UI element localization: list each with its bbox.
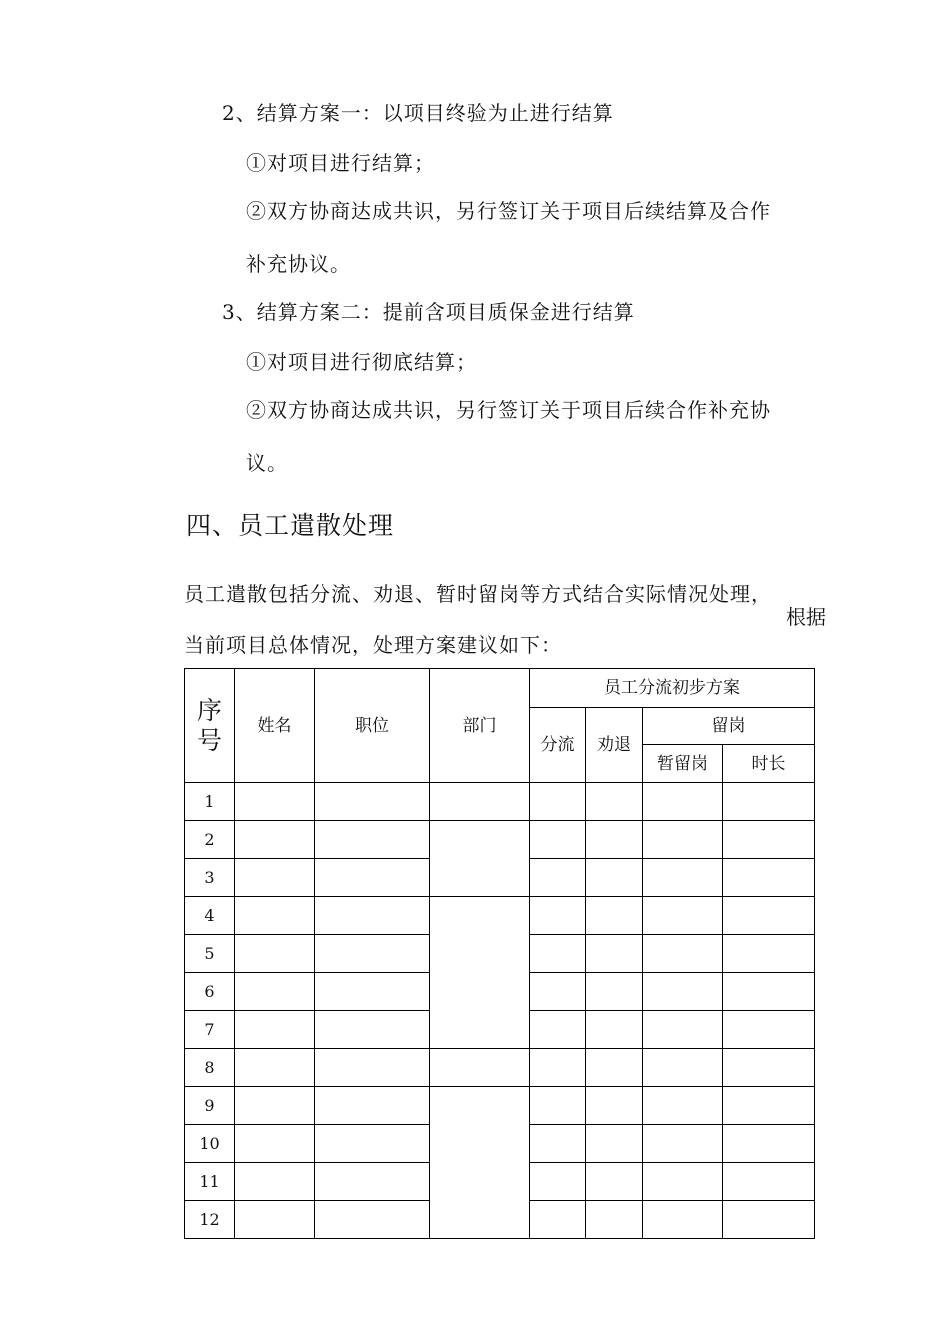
plan2-item1: ①对项目进行彻底结算； xyxy=(246,350,477,374)
duration-cell xyxy=(723,1163,815,1201)
temp-retain-cell xyxy=(643,783,723,821)
temp-retain-cell xyxy=(643,1087,723,1125)
intro-line2: 当前项目总体情况，处理方案建议如下： xyxy=(184,633,562,657)
header-duration: 时长 xyxy=(723,745,815,783)
header-seq-line2: 号 xyxy=(196,725,222,755)
position-cell xyxy=(315,1011,430,1049)
temp-retain-cell xyxy=(643,973,723,1011)
duration-cell xyxy=(723,1125,815,1163)
position-cell xyxy=(315,1163,430,1201)
duration-cell xyxy=(723,897,815,935)
table-row xyxy=(185,897,815,935)
name-cell xyxy=(235,1011,315,1049)
duration-cell xyxy=(723,1049,815,1087)
name-cell xyxy=(235,1201,315,1239)
row-number: 9 xyxy=(185,1087,235,1125)
header-seq xyxy=(185,669,235,783)
divert-cell xyxy=(530,935,586,973)
plan2-item2-line1: ②双方协商达成共识，另行签订关于项目后续合作补充协 xyxy=(246,398,771,422)
divert-cell xyxy=(530,1049,586,1087)
row-number: 3 xyxy=(185,859,235,897)
header-retain-group: 留岗 xyxy=(643,708,815,745)
row-number: 2 xyxy=(185,821,235,859)
position-cell xyxy=(315,973,430,1011)
temp-retain-cell xyxy=(643,821,723,859)
name-cell xyxy=(235,859,315,897)
duration-cell xyxy=(723,1201,815,1239)
duration-cell xyxy=(723,1087,815,1125)
name-cell xyxy=(235,897,315,935)
divert-cell xyxy=(530,973,586,1011)
divert-cell xyxy=(530,1201,586,1239)
table-row xyxy=(185,783,815,821)
row-number: 1 xyxy=(185,783,235,821)
divert-cell xyxy=(530,1163,586,1201)
dismiss-cell xyxy=(586,1163,643,1201)
intro-line1: 员工遣散包括分流、劝退、暂时留岗等方式结合实际情况处理， xyxy=(184,582,772,606)
position-cell xyxy=(315,1087,430,1125)
duration-cell xyxy=(723,973,815,1011)
name-cell xyxy=(235,1087,315,1125)
name-cell xyxy=(235,1163,315,1201)
position-cell xyxy=(315,897,430,935)
divert-cell xyxy=(530,821,586,859)
intro-tail: 根据 xyxy=(786,605,826,629)
header-seq-line1: 序 xyxy=(196,695,222,725)
dismiss-cell xyxy=(586,1125,643,1163)
plan2-title: 3、结算方案二：提前含项目质保金进行结算 xyxy=(222,300,635,324)
divert-cell xyxy=(530,897,586,935)
plan1-item1: ①对项目进行结算； xyxy=(246,151,435,175)
row-number: 4 xyxy=(185,897,235,935)
dismiss-cell xyxy=(586,1087,643,1125)
row-number: 11 xyxy=(185,1163,235,1201)
row-number: 8 xyxy=(185,1049,235,1087)
dismiss-cell xyxy=(586,821,643,859)
duration-cell xyxy=(723,859,815,897)
divert-cell xyxy=(530,1011,586,1049)
department-cell xyxy=(430,897,530,1049)
divert-cell xyxy=(530,783,586,821)
position-cell xyxy=(315,935,430,973)
table-row xyxy=(185,821,815,859)
duration-cell xyxy=(723,783,815,821)
header-position: 职位 xyxy=(315,669,430,783)
duration-cell xyxy=(723,935,815,973)
duration-cell xyxy=(723,821,815,859)
department-cell xyxy=(430,1087,530,1239)
temp-retain-cell xyxy=(643,1163,723,1201)
row-number: 10 xyxy=(185,1125,235,1163)
header-name: 姓名 xyxy=(235,669,315,783)
temp-retain-cell xyxy=(643,1011,723,1049)
row-number: 12 xyxy=(185,1201,235,1239)
staff-dispersal-table xyxy=(184,668,815,1239)
dismiss-cell xyxy=(586,1011,643,1049)
dismiss-cell xyxy=(586,973,643,1011)
dismiss-cell xyxy=(586,1049,643,1087)
position-cell xyxy=(315,1049,430,1087)
plan1-item2-line2: 补充协议。 xyxy=(246,252,351,276)
header-divert: 分流 xyxy=(530,708,586,783)
name-cell xyxy=(235,973,315,1011)
name-cell xyxy=(235,821,315,859)
dismiss-cell xyxy=(586,897,643,935)
department-cell xyxy=(430,783,530,821)
dismiss-cell xyxy=(586,783,643,821)
department-cell xyxy=(430,821,530,897)
table-row xyxy=(185,1087,815,1125)
header-plan-group: 员工分流初步方案 xyxy=(530,669,815,708)
duration-cell xyxy=(723,1011,815,1049)
header-department: 部门 xyxy=(430,669,530,783)
section-heading: 四、员工遣散处理 xyxy=(186,511,395,540)
divert-cell xyxy=(530,1087,586,1125)
name-cell xyxy=(235,783,315,821)
plan2-item2-line2: 议。 xyxy=(246,451,288,475)
temp-retain-cell xyxy=(643,1125,723,1163)
dismiss-cell xyxy=(586,935,643,973)
temp-retain-cell xyxy=(643,1201,723,1239)
position-cell xyxy=(315,1125,430,1163)
plan1-item2-line1: ②双方协商达成共识，另行签订关于项目后续结算及合作 xyxy=(246,199,771,223)
table-row xyxy=(185,1049,815,1087)
temp-retain-cell xyxy=(643,1049,723,1087)
row-number: 5 xyxy=(185,935,235,973)
position-cell xyxy=(315,1201,430,1239)
plan1-title: 2、结算方案一：以项目终验为止进行结算 xyxy=(222,101,614,125)
divert-cell xyxy=(530,859,586,897)
position-cell xyxy=(315,783,430,821)
dismiss-cell xyxy=(586,859,643,897)
row-number: 6 xyxy=(185,973,235,1011)
header-dismiss: 劝退 xyxy=(586,708,643,783)
header-temp-retain: 暂留岗 xyxy=(643,745,723,783)
temp-retain-cell xyxy=(643,859,723,897)
department-cell xyxy=(430,1049,530,1087)
row-number: 7 xyxy=(185,1011,235,1049)
name-cell xyxy=(235,1049,315,1087)
divert-cell xyxy=(530,1125,586,1163)
temp-retain-cell xyxy=(643,935,723,973)
name-cell xyxy=(235,935,315,973)
position-cell xyxy=(315,859,430,897)
position-cell xyxy=(315,821,430,859)
dismiss-cell xyxy=(586,1201,643,1239)
name-cell xyxy=(235,1125,315,1163)
temp-retain-cell xyxy=(643,897,723,935)
